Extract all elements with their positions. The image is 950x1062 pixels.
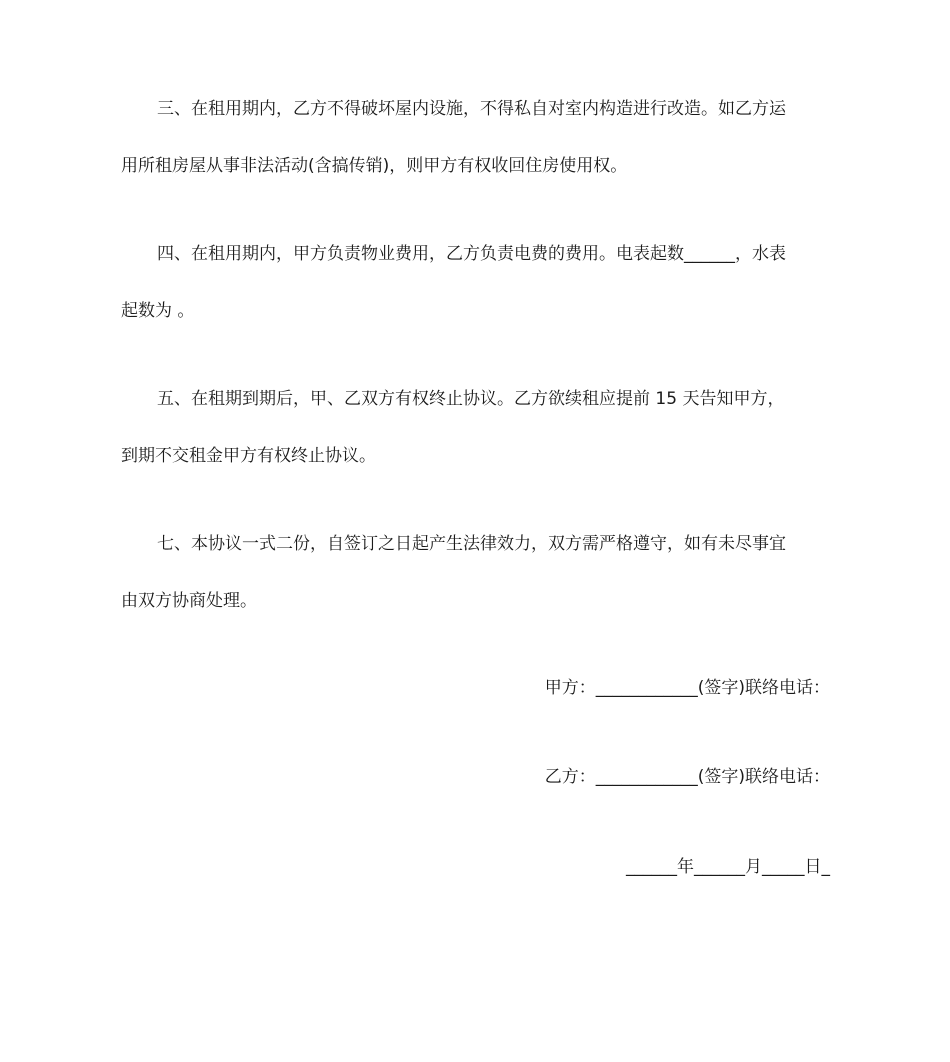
clause-4-line-1: 四、在租用期内，甲方负责物业费用，乙方负责电费的费用。电表起数______，水表 bbox=[157, 244, 786, 264]
signing-date-line: ______年______月_____日_ bbox=[626, 857, 830, 877]
clause-7-line-1: 七、本协议一式二份，自签订之日起产生法律效力，双方需严格遵守，如有未尽事宜 bbox=[157, 534, 786, 554]
clause-7 bbox=[121, 516, 831, 630]
clause-3-line-1: 三、在租用期内，乙方不得破坏屋内设施，不得私自对室内构造进行改造。如乙方运 bbox=[157, 99, 786, 119]
clause-5-line-2: 到期不交租金甲方有权终止协议。 bbox=[121, 446, 376, 466]
clause-5-line-1: 五、在租期到期后，甲、乙双方有权终止协议。乙方欲续租应提前 15 天告知甲方， bbox=[157, 389, 785, 409]
clause-3 bbox=[121, 81, 831, 195]
clause-5 bbox=[121, 371, 831, 485]
clause-7-line-2: 由双方协商处理。 bbox=[121, 591, 257, 611]
party-b-signature-line: 乙方：____________(签字)联络电话： bbox=[544, 767, 830, 787]
clause-4-line-2: 起数为 。 bbox=[121, 301, 195, 321]
clause-4 bbox=[121, 226, 831, 340]
party-a-signature-line: 甲方：____________(签字)联络电话： bbox=[544, 678, 830, 698]
clause-3-line-2: 用所租房屋从事非法活动(含搞传销)，则甲方有权收回住房使用权。 bbox=[121, 156, 628, 176]
